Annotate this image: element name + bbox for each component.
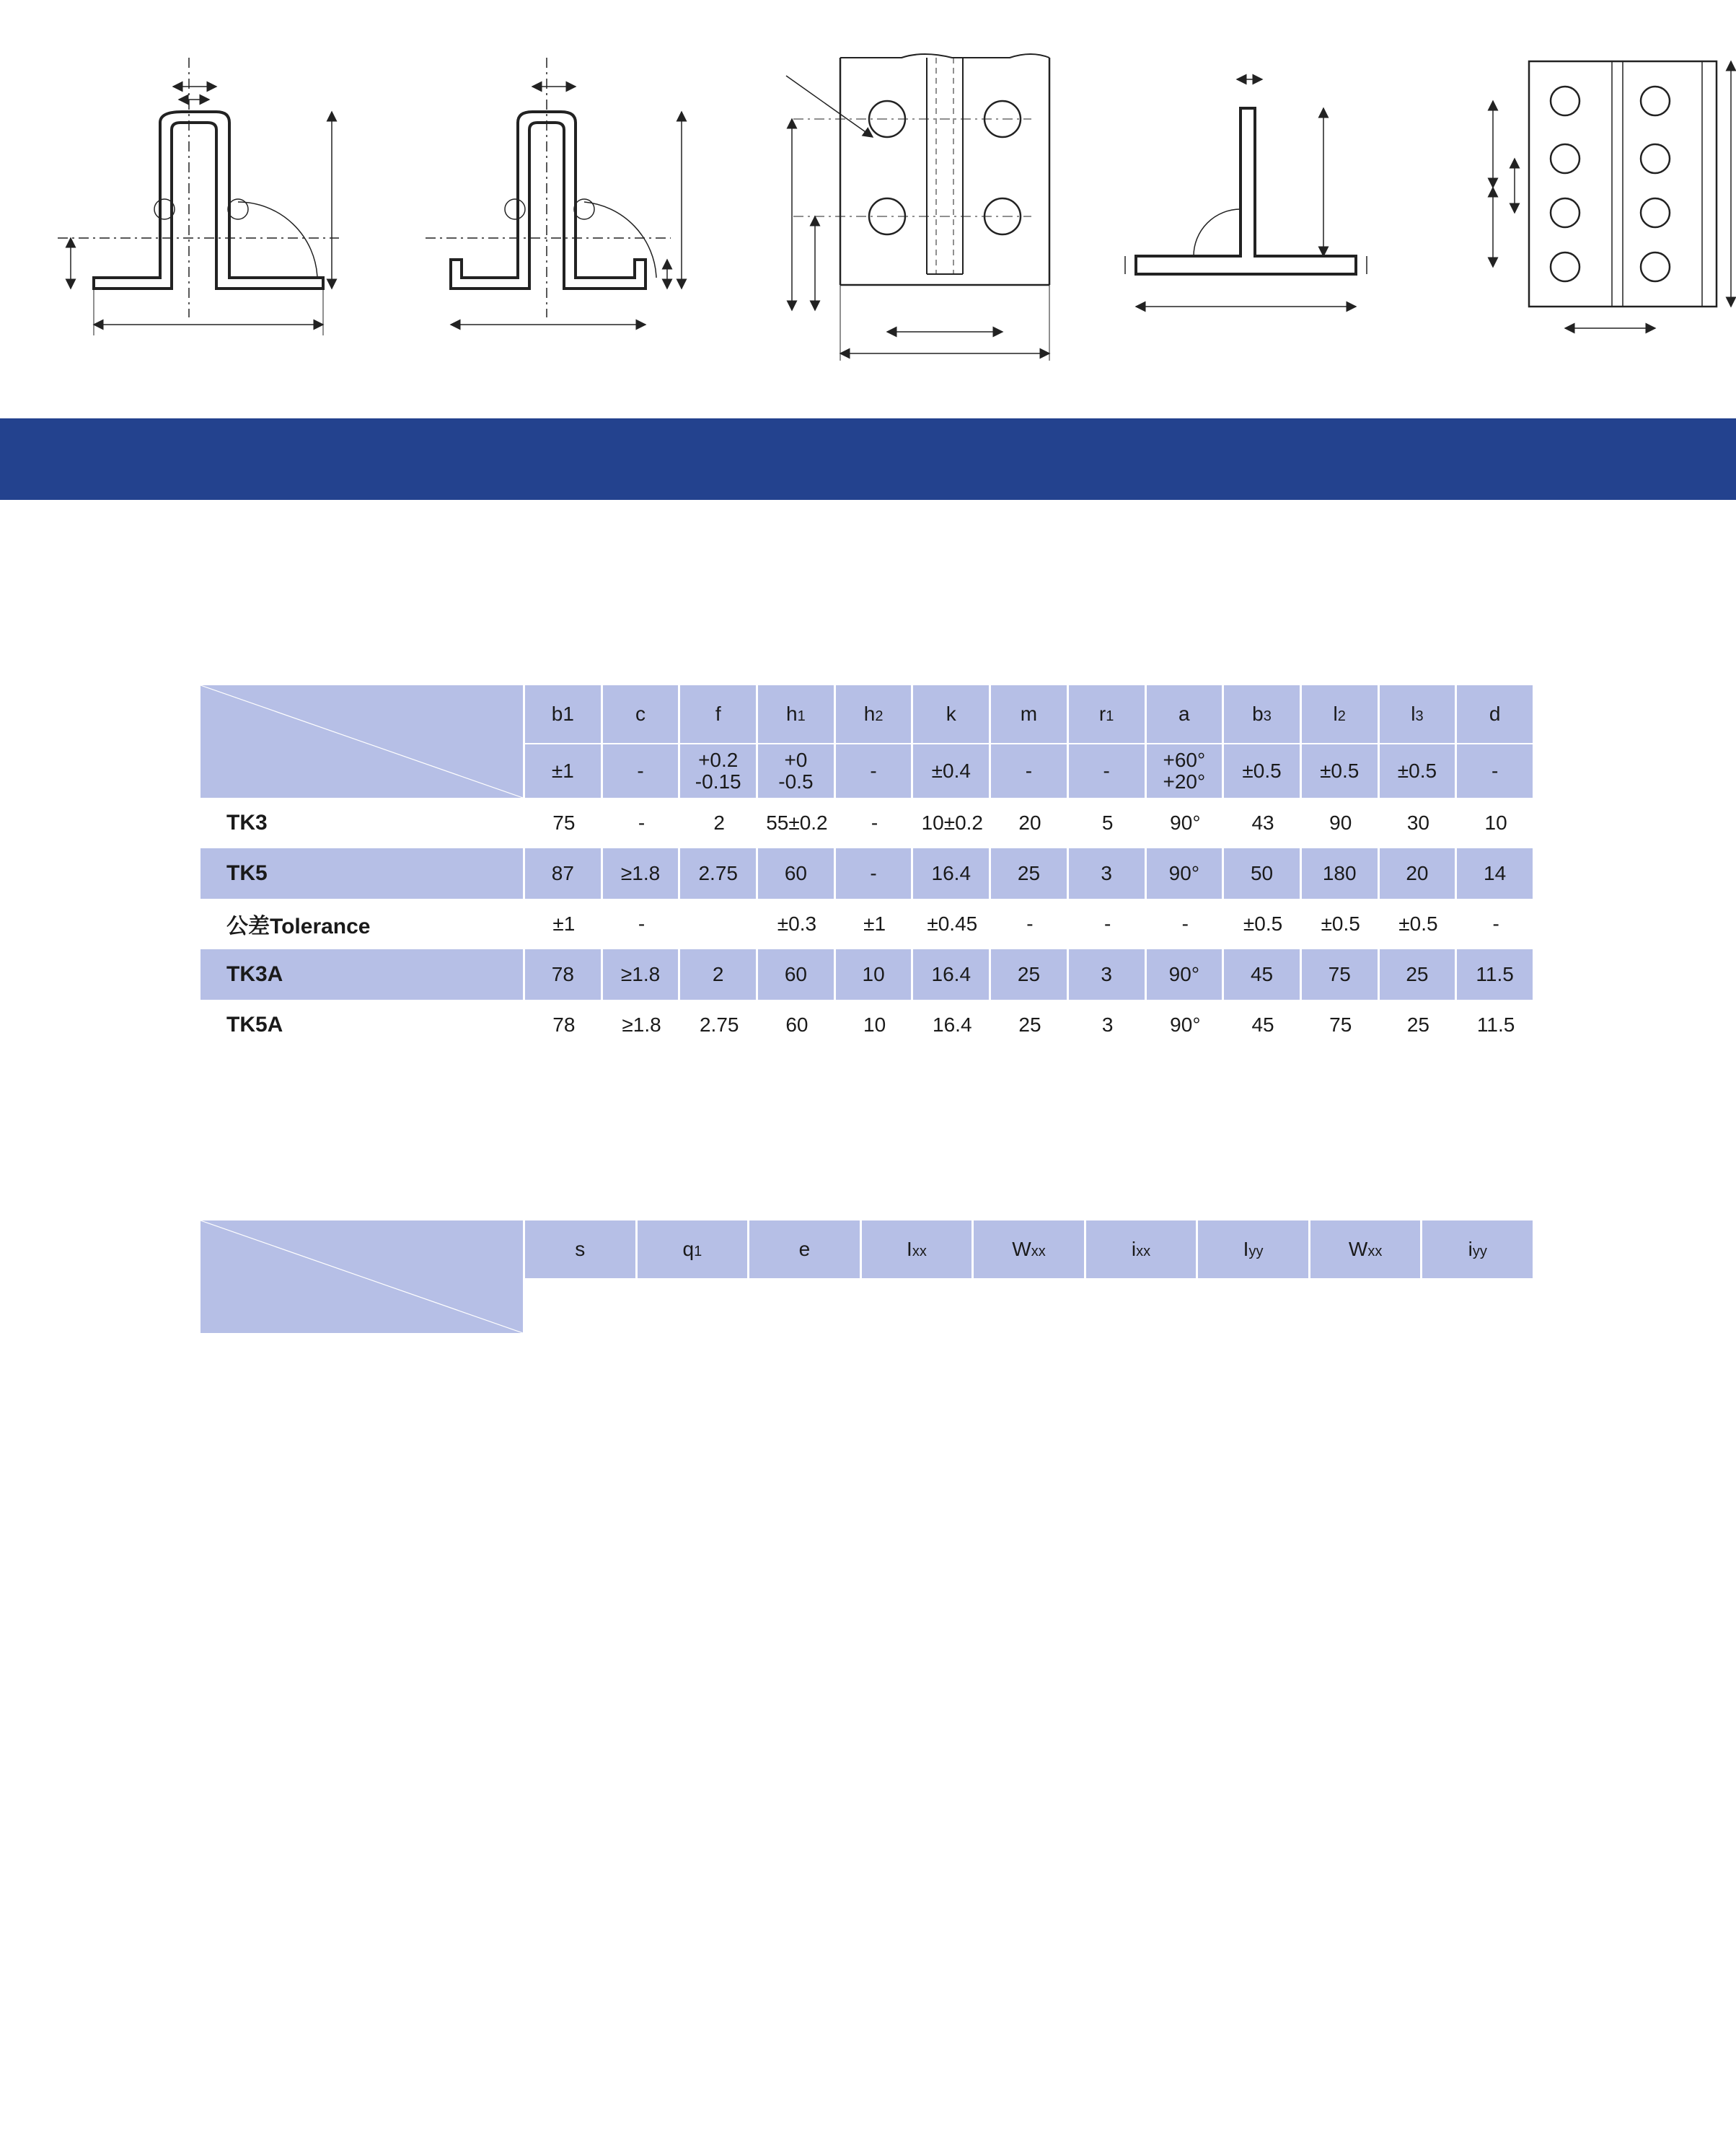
- header-subscript: 2: [875, 708, 884, 724]
- header-symbol: e: [798, 1238, 811, 1260]
- value-cell: -: [603, 899, 681, 949]
- header-symbol: h: [863, 703, 876, 725]
- value-cell: 30: [1380, 798, 1458, 848]
- header-cell: [758, 685, 836, 743]
- table-row: [201, 798, 1535, 848]
- drawing-fig5-fishplate-face: [1493, 61, 1731, 328]
- fishplate-title: [220, 1672, 233, 1704]
- value-cell: 10: [836, 1000, 914, 1050]
- dimensions-title: [206, 622, 219, 655]
- value-cell: 45: [1224, 1000, 1302, 1050]
- technical-drawings: [0, 0, 1736, 404]
- header-cell: [1147, 685, 1225, 743]
- value-cell: 3: [1069, 1000, 1147, 1050]
- tolerance-cell: -: [1069, 743, 1147, 798]
- value-cell: 11.5: [1457, 1000, 1535, 1050]
- physical-title: [220, 1158, 233, 1191]
- value-cell: 10: [836, 949, 914, 1000]
- header-subscript: 2: [1337, 708, 1346, 724]
- header-cell: [1086, 1220, 1199, 1278]
- value-cell: 55±0.2: [758, 798, 836, 848]
- value-cell: 20: [991, 798, 1069, 848]
- header-subscript: 3: [1263, 708, 1272, 724]
- value-cell: 10: [1457, 798, 1535, 848]
- header-symbol: c: [635, 703, 646, 725]
- value-cell: 3: [1069, 949, 1147, 1000]
- tolerance-cell: ±0.5: [1302, 743, 1380, 798]
- value-cell: 60: [758, 1000, 836, 1050]
- header-row: [201, 1220, 1535, 1278]
- header-subscript: 1: [1106, 708, 1114, 724]
- value-cell: 2: [680, 798, 758, 848]
- header-cell: [991, 685, 1069, 743]
- header-symbol: b: [1252, 703, 1264, 725]
- value-cell: 60: [758, 848, 836, 899]
- value-cell: 25: [991, 949, 1069, 1000]
- table-row: [201, 949, 1535, 1000]
- header-cell: [974, 1220, 1086, 1278]
- tolerance-cell: +0 -0.5: [758, 743, 836, 798]
- value-cell: 11.5: [1457, 949, 1535, 1000]
- tolerance-cell: -: [1457, 743, 1535, 798]
- table-row: [201, 1000, 1535, 1050]
- header-cell: [1069, 685, 1147, 743]
- tolerance-cell: -: [991, 743, 1069, 798]
- header-corner-cell: [201, 685, 525, 798]
- corner-diagonal: [201, 1220, 523, 1333]
- header-cell: [525, 685, 603, 743]
- header-subscript: xx: [1136, 1244, 1151, 1259]
- header-cell: [836, 685, 914, 743]
- header-symbol: h: [786, 703, 798, 725]
- tolerance-cell: -: [603, 743, 681, 798]
- value-cell: 87: [525, 848, 603, 899]
- header-symbol: i: [1131, 1238, 1137, 1260]
- value-cell: 90°: [1147, 798, 1225, 848]
- header-symbol: s: [575, 1238, 586, 1260]
- value-cell: ≥1.8: [603, 1000, 681, 1050]
- header-symbol: i: [1468, 1238, 1473, 1260]
- value-cell: 5: [1069, 798, 1147, 848]
- value-cell: 60: [758, 949, 836, 1000]
- model-cell: TK3: [201, 798, 525, 848]
- value-cell: ±0.5: [1380, 899, 1458, 949]
- value-cell: 180: [1302, 848, 1380, 899]
- header-subscript: xx: [1367, 1244, 1383, 1259]
- value-cell: 75: [525, 798, 603, 848]
- value-cell: 90: [1302, 798, 1380, 848]
- value-cell: 16.4: [913, 1000, 991, 1050]
- header-cell: [680, 685, 758, 743]
- header-subscript: yy: [1472, 1244, 1487, 1259]
- value-cell: -: [603, 798, 681, 848]
- tolerance-cell: +60° +20°: [1147, 743, 1225, 798]
- value-cell: 43: [1224, 798, 1302, 848]
- value-cell: -: [1147, 899, 1225, 949]
- header-symbol: W: [1348, 1238, 1368, 1260]
- physical-table: [201, 1220, 1535, 1333]
- header-cell: [525, 1220, 638, 1278]
- drawing-fig1-hollow-rail-section: [58, 58, 339, 335]
- value-cell: 2.75: [680, 848, 758, 899]
- header-symbol: W: [1012, 1238, 1031, 1260]
- header-cell: [603, 685, 681, 743]
- value-cell: ≥1.8: [603, 949, 681, 1000]
- value-cell: 25: [1380, 1000, 1458, 1050]
- value-cell: 20: [1380, 848, 1458, 899]
- value-cell: 2.75: [680, 1000, 758, 1050]
- tolerance-cell: ±0.5: [1224, 743, 1302, 798]
- value-cell: ±0.45: [913, 899, 991, 949]
- header-symbol: I: [1243, 1238, 1249, 1260]
- value-cell: -: [1457, 899, 1535, 949]
- header-cell: [638, 1220, 750, 1278]
- header-symbol: r: [1098, 703, 1106, 725]
- header-subscript: 1: [694, 1244, 702, 1259]
- header-symbol: q: [682, 1238, 695, 1260]
- value-cell: 90°: [1147, 949, 1225, 1000]
- value-cell: [680, 899, 758, 949]
- drawing-fig2-hollow-rail-section-a: [426, 58, 682, 325]
- model-cell: 公差Tolerance: [201, 899, 525, 949]
- model-cell: TK5: [201, 848, 525, 899]
- value-cell: 14: [1457, 848, 1535, 899]
- header-cell: [1224, 685, 1302, 743]
- value-cell: 78: [525, 949, 603, 1000]
- header-cell: [1457, 685, 1535, 743]
- value-cell: -: [991, 899, 1069, 949]
- value-cell: -: [836, 848, 914, 899]
- value-cell: ±1: [836, 899, 914, 949]
- header-corner-cell: [201, 1220, 525, 1333]
- value-cell: 25: [991, 1000, 1069, 1050]
- drawing-fig3-hole-layout: [786, 54, 1049, 361]
- value-cell: 3: [1069, 848, 1147, 899]
- value-cell: ≥1.8: [603, 848, 681, 899]
- value-cell: 2: [680, 949, 758, 1000]
- header-cell: [862, 1220, 974, 1278]
- table-row: [201, 848, 1535, 899]
- section-banner: [0, 418, 1736, 500]
- header-cell: [1198, 1220, 1310, 1278]
- dimensions-table: [201, 685, 1535, 1050]
- value-cell: 10±0.2: [913, 798, 991, 848]
- drawing-fig4-fishplate-section: [1125, 79, 1367, 307]
- value-cell: ±1: [525, 899, 603, 949]
- header-subscript: yy: [1248, 1244, 1264, 1259]
- header-symbol: I: [907, 1238, 912, 1260]
- value-cell: 16.4: [913, 949, 991, 1000]
- header-symbol: l: [1411, 703, 1416, 725]
- tolerance-cell: -: [836, 743, 914, 798]
- header-cell: [1380, 685, 1458, 743]
- value-cell: 75: [1302, 949, 1380, 1000]
- value-cell: -: [1069, 899, 1147, 949]
- header-symbol: k: [946, 703, 956, 725]
- header-symbol: a: [1178, 703, 1190, 725]
- header-subscript: xx: [1031, 1244, 1046, 1259]
- value-cell: 75: [1302, 1000, 1380, 1050]
- table-row: [201, 899, 1535, 949]
- header-symbol: d: [1489, 703, 1501, 725]
- header-row: [201, 685, 1535, 743]
- header-symbol: f: [715, 703, 721, 725]
- header-symbol: l: [1333, 703, 1338, 725]
- corner-diagonal: [201, 685, 523, 798]
- header-symbol: b1: [551, 703, 574, 725]
- header-cell: [1422, 1220, 1535, 1278]
- value-cell: 16.4: [913, 848, 991, 899]
- value-cell: 90°: [1147, 848, 1225, 899]
- header-symbol: m: [1020, 703, 1038, 725]
- header-cell: [749, 1220, 862, 1278]
- value-cell: ±0.5: [1302, 899, 1380, 949]
- model-cell: TK3A: [201, 949, 525, 1000]
- model-cell: TK5A: [201, 1000, 525, 1050]
- tolerance-cell: +0.2 -0.15: [680, 743, 758, 798]
- value-cell: 25: [991, 848, 1069, 899]
- value-cell: 25: [1380, 949, 1458, 1000]
- tolerance-cell: ±0.5: [1380, 743, 1458, 798]
- header-cell: [913, 685, 991, 743]
- value-cell: 78: [525, 1000, 603, 1050]
- header-subscript: xx: [912, 1244, 927, 1259]
- value-cell: 45: [1224, 949, 1302, 1000]
- value-cell: ±0.5: [1224, 899, 1302, 949]
- value-cell: ±0.3: [758, 899, 836, 949]
- header-cell: [1310, 1220, 1423, 1278]
- tolerance-cell: ±1: [525, 743, 603, 798]
- header-cell: [1302, 685, 1380, 743]
- header-subscript: 3: [1415, 708, 1424, 724]
- value-cell: 50: [1224, 848, 1302, 899]
- header-subscript: 1: [797, 708, 806, 724]
- value-cell: 90°: [1147, 1000, 1225, 1050]
- value-cell: -: [836, 798, 914, 848]
- tolerance-cell: ±0.4: [913, 743, 991, 798]
